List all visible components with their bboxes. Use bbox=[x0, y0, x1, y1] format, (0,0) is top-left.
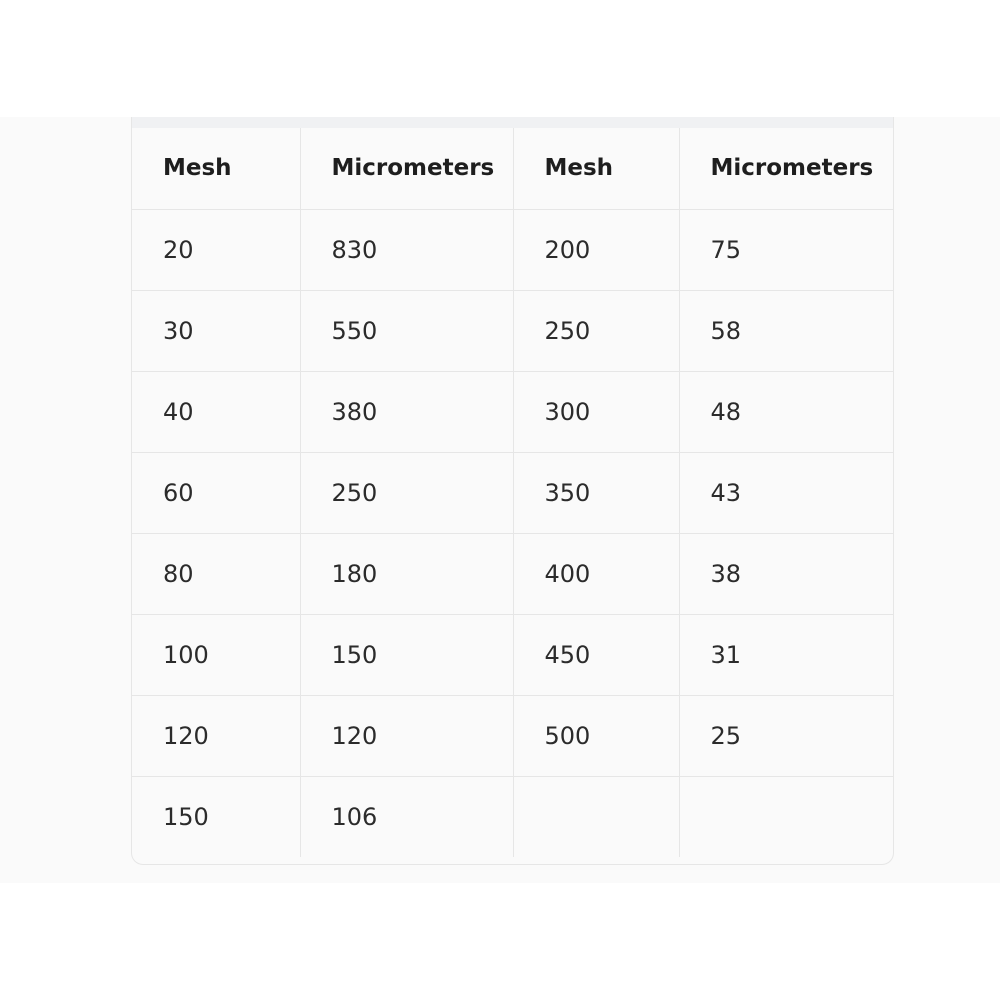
table-cell: 40 bbox=[132, 371, 300, 452]
table-cell: 58 bbox=[679, 290, 893, 371]
header-micrometers: Micrometers bbox=[300, 128, 513, 209]
table-cell: 30 bbox=[132, 290, 300, 371]
table-row bbox=[132, 614, 893, 695]
table-row bbox=[132, 209, 893, 290]
mesh-micrometer-table bbox=[132, 128, 893, 857]
table-cell: 120 bbox=[132, 695, 300, 776]
table-top-strip bbox=[132, 117, 893, 128]
table-cell: 60 bbox=[132, 452, 300, 533]
header-micrometers: Micrometers bbox=[679, 128, 893, 209]
table-row bbox=[132, 776, 893, 857]
table-row bbox=[132, 290, 893, 371]
table-cell: 250 bbox=[513, 290, 679, 371]
table-cell: 450 bbox=[513, 614, 679, 695]
table-cell: 250 bbox=[300, 452, 513, 533]
table-header-row bbox=[132, 128, 893, 209]
table-cell: 350 bbox=[513, 452, 679, 533]
table-cell: 120 bbox=[300, 695, 513, 776]
table-cell: 106 bbox=[300, 776, 513, 857]
table-cell: 500 bbox=[513, 695, 679, 776]
table-cell: 830 bbox=[300, 209, 513, 290]
table-cell: 150 bbox=[300, 614, 513, 695]
table-cell: 150 bbox=[132, 776, 300, 857]
table-row bbox=[132, 533, 893, 614]
table-row bbox=[132, 371, 893, 452]
table-cell: 100 bbox=[132, 614, 300, 695]
table-cell: 200 bbox=[513, 209, 679, 290]
table-cell: 25 bbox=[679, 695, 893, 776]
header-mesh: Mesh bbox=[513, 128, 679, 209]
table-row bbox=[132, 695, 893, 776]
table-cell-empty bbox=[679, 776, 893, 857]
table-cell: 20 bbox=[132, 209, 300, 290]
table-cell: 180 bbox=[300, 533, 513, 614]
table-cell: 80 bbox=[132, 533, 300, 614]
table-cell: 380 bbox=[300, 371, 513, 452]
header-mesh: Mesh bbox=[132, 128, 300, 209]
table-cell: 48 bbox=[679, 371, 893, 452]
table-cell-empty bbox=[513, 776, 679, 857]
table-cell: 38 bbox=[679, 533, 893, 614]
table-cell: 400 bbox=[513, 533, 679, 614]
table-cell: 75 bbox=[679, 209, 893, 290]
table-cell: 300 bbox=[513, 371, 679, 452]
table-cell: 31 bbox=[679, 614, 893, 695]
mesh-conversion-table-card bbox=[131, 117, 894, 865]
table-cell: 43 bbox=[679, 452, 893, 533]
table-row bbox=[132, 452, 893, 533]
table-cell: 550 bbox=[300, 290, 513, 371]
